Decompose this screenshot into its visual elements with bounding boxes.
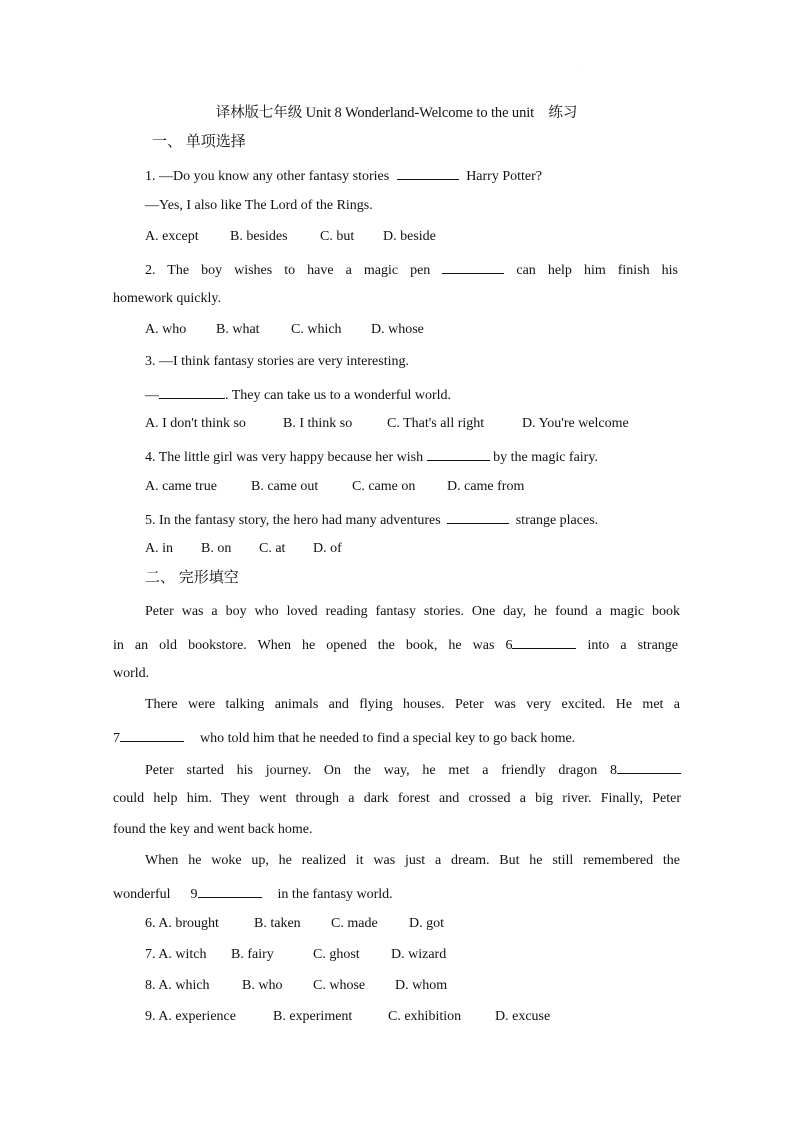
option[interactable]: A. who	[145, 322, 187, 337]
passage-line: There were talking animals and flying houses. Peter was very excited. He met a	[145, 697, 680, 712]
question-1-options	[145, 227, 436, 247]
blank-number: 9	[190, 887, 198, 902]
option[interactable]: 6. A. brought	[145, 916, 219, 931]
option[interactable]: D. You're welcome	[522, 416, 629, 431]
option[interactable]: C. exhibition	[388, 1009, 462, 1024]
question-1-blank[interactable]	[397, 164, 459, 180]
passage-line: When he woke up, he realized it was just a dream. But he still remembered the	[145, 853, 680, 868]
passage-line	[113, 726, 575, 749]
blank-number: 6	[505, 638, 513, 653]
passage-line	[113, 633, 678, 656]
passage-line: could help him. They went through a dark forest and crossed a big river. Finally, Peter	[113, 791, 681, 806]
passage-line: world.	[113, 666, 150, 681]
option[interactable]: D. whose	[371, 322, 424, 337]
option[interactable]: A. except	[145, 229, 199, 244]
option[interactable]: C. That's all right	[387, 416, 485, 431]
question-1-text-b: Harry Potter?	[466, 169, 542, 184]
question-2-text-a: 2. The boy wishes to have a magic pen	[145, 263, 431, 278]
option[interactable]: D. came from	[447, 479, 525, 494]
question-3-stem: 3. —I think fantasy stories are very interesting.	[145, 354, 409, 369]
question-1-stem	[145, 164, 542, 187]
question-3-dash: —	[145, 388, 159, 403]
option[interactable]: D. got	[409, 916, 444, 931]
option[interactable]: B. on	[201, 541, 232, 556]
blank-9[interactable]	[191, 887, 262, 902]
passage-line	[113, 882, 393, 905]
option[interactable]: C. which	[291, 322, 342, 337]
question-3-blank[interactable]	[159, 383, 225, 399]
option[interactable]: A. came true	[145, 479, 217, 494]
option[interactable]: B. fairy	[231, 947, 274, 962]
question-5-text-a: 5. In the fantasy story, the hero had many adventures	[145, 513, 441, 528]
question-5-stem	[145, 508, 598, 531]
question-4-text-a: 4. The little girl was very happy because her wish	[145, 450, 424, 465]
question-5-options	[145, 539, 342, 559]
option[interactable]: D. of	[313, 541, 342, 556]
blank-number: 7	[113, 731, 120, 746]
blank-line	[617, 758, 681, 774]
option[interactable]: B. what	[216, 322, 260, 337]
option[interactable]: D. wizard	[391, 947, 447, 962]
question-1-text-a: 1. —Do you know any other fantasy stories	[145, 169, 390, 184]
question-5-blank[interactable]	[447, 508, 509, 524]
question-4-text-b: by the magic fairy.	[493, 450, 598, 465]
option[interactable]: 7. A. witch	[145, 947, 207, 962]
blank-line	[198, 882, 262, 898]
passage-text: Peter started his journey. On the way, he met a friendly dragon	[145, 763, 598, 778]
question-6-options	[145, 914, 444, 934]
question-5-text-b: strange places.	[515, 513, 599, 528]
blank-line	[120, 726, 184, 742]
blank-6[interactable]	[505, 638, 576, 653]
option[interactable]: B. I think so	[283, 416, 353, 431]
option[interactable]: C. ghost	[313, 947, 360, 962]
passage-text: into a strange	[587, 638, 679, 653]
question-3-reply	[145, 383, 451, 406]
option[interactable]: C. made	[331, 916, 378, 931]
question-2-stem	[145, 258, 678, 281]
question-8-options	[145, 976, 447, 996]
question-3-reply-text: . They can take us to a wonderful world.	[225, 388, 452, 403]
page-mark: ·	[581, 63, 583, 69]
option[interactable]: C. whose	[313, 978, 366, 993]
section-heading-cloze: 二、 完形填空	[145, 570, 239, 586]
option[interactable]: 8. A. which	[145, 978, 210, 993]
question-9-options	[145, 1007, 550, 1027]
passage-text: wonderful	[113, 887, 171, 902]
question-4-blank[interactable]	[427, 445, 490, 461]
question-2-blank[interactable]	[442, 258, 504, 274]
passage-line: Peter was a boy who loved reading fantasy stories. One day, he found a magic book	[145, 604, 680, 619]
option[interactable]: B. experiment	[273, 1009, 353, 1024]
question-2-stem-cont: homework quickly.	[113, 291, 221, 306]
option[interactable]: D. whom	[395, 978, 448, 993]
option[interactable]: D. beside	[383, 229, 436, 244]
question-4-stem	[145, 445, 598, 468]
section-heading-single-choice: 一、 单项选择	[152, 134, 246, 150]
worksheet-title: 译林版七年级 Unit 8 Wonderland-Welcome to the unit 练习	[215, 105, 578, 121]
option[interactable]: C. but	[320, 229, 355, 244]
passage-text: in an old bookstore. When he opened the book, he was	[113, 638, 495, 653]
question-7-options	[145, 945, 446, 965]
passage-text: who told him that he needed to find a special key to go back home.	[200, 731, 576, 746]
option[interactable]: B. besides	[230, 229, 288, 244]
blank-7[interactable]	[113, 731, 184, 746]
option[interactable]: B. taken	[254, 916, 301, 931]
question-2-options	[145, 320, 424, 340]
option[interactable]: 9. A. experience	[145, 1009, 236, 1024]
option[interactable]: A. I don't think so	[145, 416, 246, 431]
question-4-options	[145, 477, 524, 497]
passage-line: found the key and went back home.	[113, 822, 313, 837]
passage-line	[145, 758, 681, 781]
blank-line	[512, 633, 576, 649]
option[interactable]: A. in	[145, 541, 173, 556]
option[interactable]: D. excuse	[495, 1009, 551, 1024]
option[interactable]: B. who	[242, 978, 283, 993]
option[interactable]: B. came out	[251, 479, 319, 494]
option[interactable]: C. came on	[352, 479, 416, 494]
question-3-options	[145, 414, 629, 434]
blank-8[interactable]	[610, 763, 681, 778]
question-2-text-b: can help him finish his	[516, 263, 679, 278]
blank-number: 8	[610, 763, 617, 778]
passage-text: in the fantasy world.	[277, 887, 393, 902]
option[interactable]: C. at	[259, 541, 286, 556]
question-1-reply: —Yes, I also like The Lord of the Rings.	[145, 198, 373, 213]
